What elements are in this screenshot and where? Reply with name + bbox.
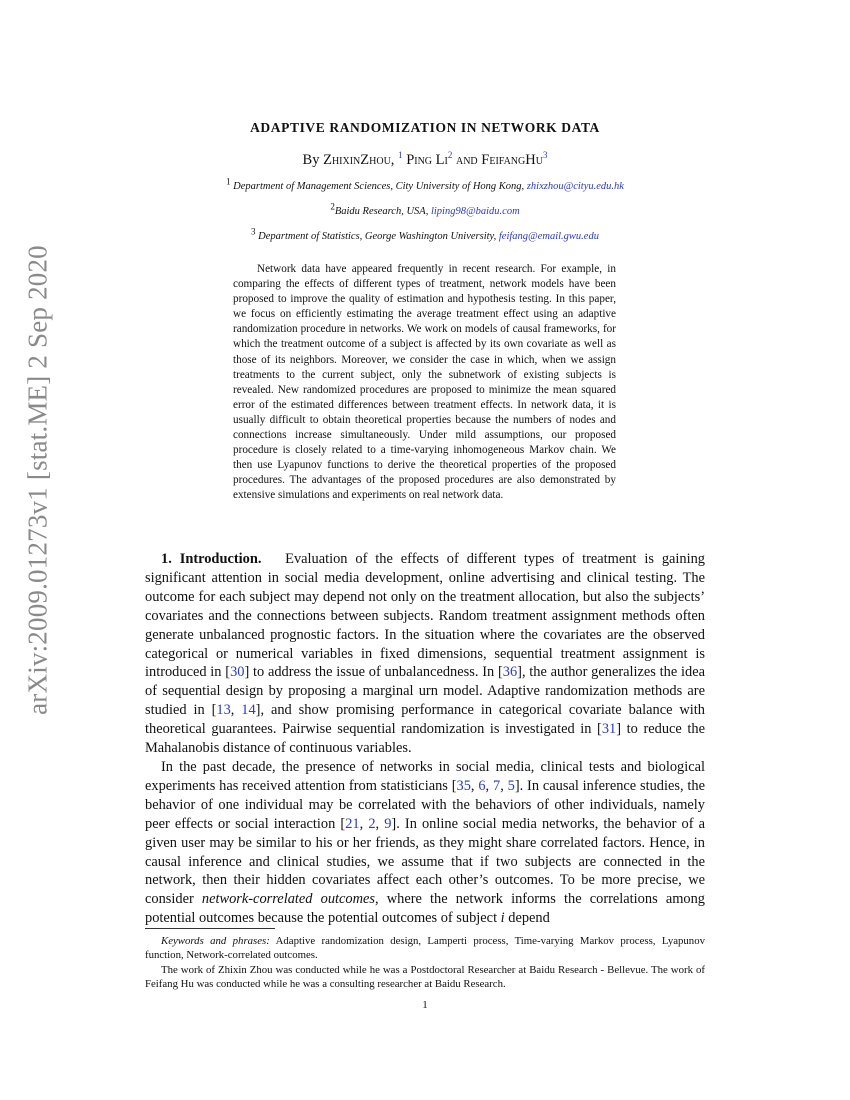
- text-run: ,: [485, 777, 493, 794]
- citation-link[interactable]: 5: [507, 777, 515, 794]
- author-1-mark[interactable]: 1: [398, 150, 403, 161]
- text-run: ,: [359, 815, 369, 832]
- keywords-text: Adaptive randomization design, Lamperti process, Time-varying Markov process, Lyapunov function, Network-correlated outcomes.: [145, 935, 706, 962]
- text-run: ,: [470, 777, 479, 794]
- text-run: ], and show promising performance in categorical covariate balance with theoretical guarantees. Pairwise sequential randomization is investigated in [: [145, 702, 705, 738]
- author-1: ZhixinZhou,: [323, 152, 395, 168]
- affiliation-1-text: Department of Management Sciences, City University of Hong Kong,: [233, 181, 525, 192]
- funding-note: The work of Zhixin Zhou was conducted while he was a Postdoctoral Researcher at Baidu Research - Bellevue. The work of Feifang Hu was conducted while he was a consulting researcher at Baidu Research.: [145, 963, 705, 990]
- author-2-mark[interactable]: 2: [447, 150, 453, 161]
- introduction-section: [145, 550, 705, 928]
- footnotes: [145, 934, 705, 991]
- text-run: In the past decade, the presence of networks in social media, clinical tests and biological experiments has received attention from statisticians [: [145, 758, 705, 794]
- affiliation-2: [0, 201, 850, 217]
- author-2: Ping Li: [406, 152, 448, 168]
- citation-link[interactable]: 30: [230, 664, 245, 681]
- arxiv-sidebar-stamp: [16, 245, 60, 715]
- author-3: FeifangHu: [481, 152, 543, 168]
- math-variable: i: [500, 910, 505, 927]
- emphasis: network-correlated outcomes: [201, 891, 375, 908]
- intro-paragraph-1: [145, 550, 705, 758]
- affiliation-3: [0, 226, 850, 242]
- author-line: [0, 152, 850, 169]
- affiliation-3-mark: 3: [251, 226, 256, 237]
- keywords-label: Keywords and phrases:: [161, 935, 270, 947]
- citation-link[interactable]: 14: [241, 702, 256, 719]
- text-run: depend: [504, 910, 550, 927]
- author-3-mark[interactable]: 3: [542, 150, 548, 161]
- citation-link[interactable]: 9: [384, 815, 392, 832]
- abstract-text: Network data have appeared frequently in recent research. For example, in comparing the effects of different types of treatment, network models have been proposed to improve the quality of estimation and hypothesis testing. In this paper, we focus on efficiently estimating the average treatment effect using an adaptive randomization procedure in networks. We work on models of causal frameworks, for which the treatment outcome of a subject is affected by its own covariate as well as those of its neighbors. Moreover, we consider the case in which, when we assign treatments to the current subject, only the subnetwork of existing subjects is revealed. New randomized procedures are proposed to minimize the mean squared error of the estimated differences between treatment effects. In network data, it is usually difficult to obtain theoretical properties because the numbers of nodes and connections increase simultaneously. Under mild assumptions, our proposed procedure is closely related to a time-varying inhomogeneous Markov chain. We then use Lyapunov functions to derive the theoretical properties of the proposed procedures. The advantages of the proposed procedures are also demonstrated by extensive simulations and experiments on real network data.: [233, 263, 616, 502]
- author-by: By: [302, 152, 320, 168]
- affiliation-1-email[interactable]: zhixzhou@cityu.edu.hk: [526, 181, 624, 192]
- affiliation-3-text: Department of Statistics, George Washington University,: [258, 231, 497, 242]
- citation-link[interactable]: 6: [478, 777, 486, 794]
- text-run: ,: [375, 815, 385, 832]
- abstract: [233, 262, 616, 504]
- text-run: ]. In online social media networks, the behavior of a given user may be similar to his or her friends, as they might share correlated factors. Hence, in causal inference and clinical studies, we assume that if two subjects are connected in the network, then their hidden covariates affect each other’s outcomes. To be more precise, we consider: [145, 815, 706, 908]
- citation-link[interactable]: 7: [492, 777, 501, 794]
- keywords-note: [145, 934, 705, 963]
- affiliation-1: [0, 176, 850, 192]
- affiliation-2-text: Baidu Research, USA,: [334, 206, 429, 217]
- text-run: ]. In causal inference studies, the behavior of one individual may be correlated with the behaviors of other individuals, namely peer effects or social interaction [: [145, 777, 705, 832]
- text-run: ], the author generalizes the idea of sequential design by proposing a marginal urn model. Adaptive randomization methods are studied in [: [145, 664, 705, 719]
- section-number: 1.: [161, 551, 172, 567]
- page-number: 1: [422, 999, 428, 1011]
- footnote-rule: [145, 928, 275, 929]
- arxiv-identifier: arXiv:2009.01273v1 [stat.ME] 2 Sep 2020: [22, 245, 53, 715]
- citation-link[interactable]: 13: [216, 702, 231, 719]
- citation-link[interactable]: 21: [345, 815, 360, 832]
- text-run: Evaluation of the effects of different types of treatment is gaining significant attention in social media development, online advertising and clinical testing. The outcome for each subject may depend not only on the treatment allocation, but also the subjects’ covariates and the connections between subjects. Random treatment assignment methods often generate unbalanced prognostic factors. In the situation where the covariates are the observed categorical or numerical variables in fixed dimensions, sequential treatment assignment is introduced in [: [145, 551, 705, 681]
- affiliation-1-mark: 1: [226, 176, 231, 187]
- affiliation-2-mark: 2: [330, 201, 335, 212]
- affiliation-2-email[interactable]: liping98@baidu.com: [430, 206, 520, 217]
- text-run: ] to address the issue of unbalancedness. In [: [244, 664, 503, 681]
- text-run: ,: [230, 702, 242, 719]
- intro-paragraph-2: [145, 758, 705, 928]
- text-run: ,: [500, 777, 508, 794]
- paper-title: ADAPTIVE RANDOMIZATION IN NETWORK DATA: [250, 120, 600, 135]
- text-run: , where the network informs the correlations among potential outcomes because the potential outcomes of subject: [145, 891, 705, 927]
- affiliation-3-email[interactable]: feifang@email.gwu.edu: [498, 231, 599, 242]
- section-title: Introduction.: [179, 551, 262, 567]
- citation-link[interactable]: 36: [502, 664, 518, 681]
- citation-link[interactable]: 35: [456, 777, 471, 794]
- citation-link[interactable]: 31: [601, 721, 617, 738]
- citation-link[interactable]: 2: [368, 815, 376, 832]
- author-and: and: [455, 152, 478, 168]
- text-run: ] to reduce the Mahalanobis distance of continuous variables.: [145, 721, 705, 757]
